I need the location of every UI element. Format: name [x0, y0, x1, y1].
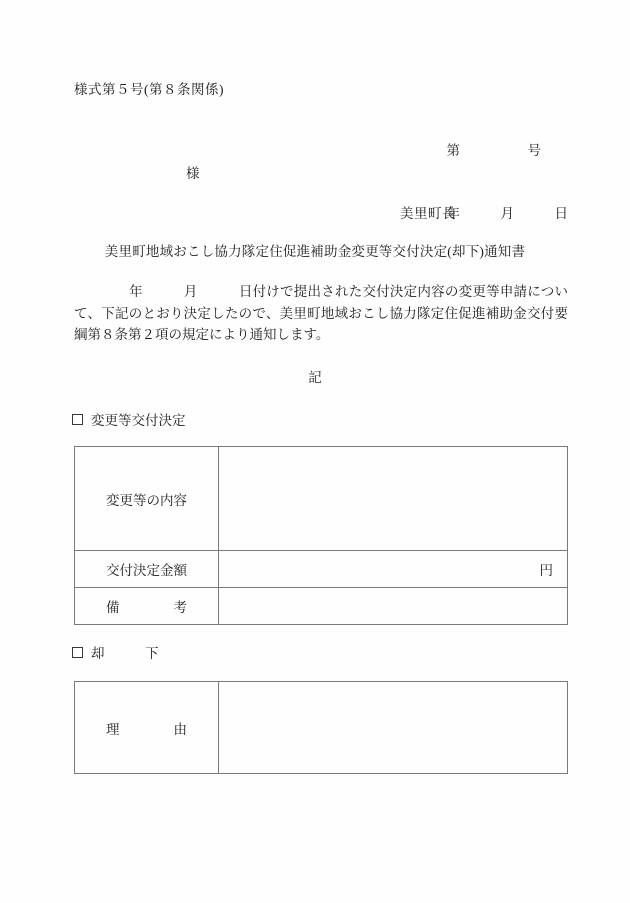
row-value[interactable] [219, 588, 568, 625]
row-value[interactable]: 円 [219, 551, 568, 588]
checkbox-icon[interactable] [72, 414, 83, 425]
document-title: 美里町地域おこし協力隊定住促進補助金変更等交付決定(却下)通知書 [104, 244, 526, 259]
document-number-line: 第 号 [446, 143, 541, 158]
table-row [75, 447, 568, 551]
table-row [75, 682, 568, 774]
table-row [75, 588, 568, 625]
section-heading-label: 却 下 [91, 646, 159, 661]
row-label: 備 考 [75, 588, 219, 625]
row-label: 交付決定金額 [75, 551, 219, 588]
form-number: 様式第５号(第８条関係) [74, 82, 224, 97]
section-heading-rejection[interactable] [72, 642, 159, 662]
row-value[interactable] [219, 682, 568, 774]
section-heading-change-decision[interactable] [72, 409, 186, 429]
row-label: 理 由 [75, 682, 219, 774]
ki-mark: 記 [308, 370, 322, 385]
table-row [75, 551, 568, 588]
issuer-name: 美里町長 [400, 206, 456, 221]
row-label: 変更等の内容 [75, 447, 219, 551]
rejection-reason-table [74, 681, 568, 774]
checkbox-icon[interactable] [72, 647, 83, 658]
addressee-honorific: 様 [186, 166, 200, 181]
section-heading-label: 変更等交付決定 [91, 413, 186, 428]
document-body: 年 月 日付けで提出された交付決定内容の変更等申請について、下記のとおり決定したので、美里町地域おこし協力隊定住促進補助金交付要綱第８条第２項の規定により通知します。 [74, 284, 568, 342]
change-decision-table [74, 446, 568, 625]
row-value[interactable] [219, 447, 568, 551]
document-date-line: 年 月 日 [446, 206, 568, 221]
